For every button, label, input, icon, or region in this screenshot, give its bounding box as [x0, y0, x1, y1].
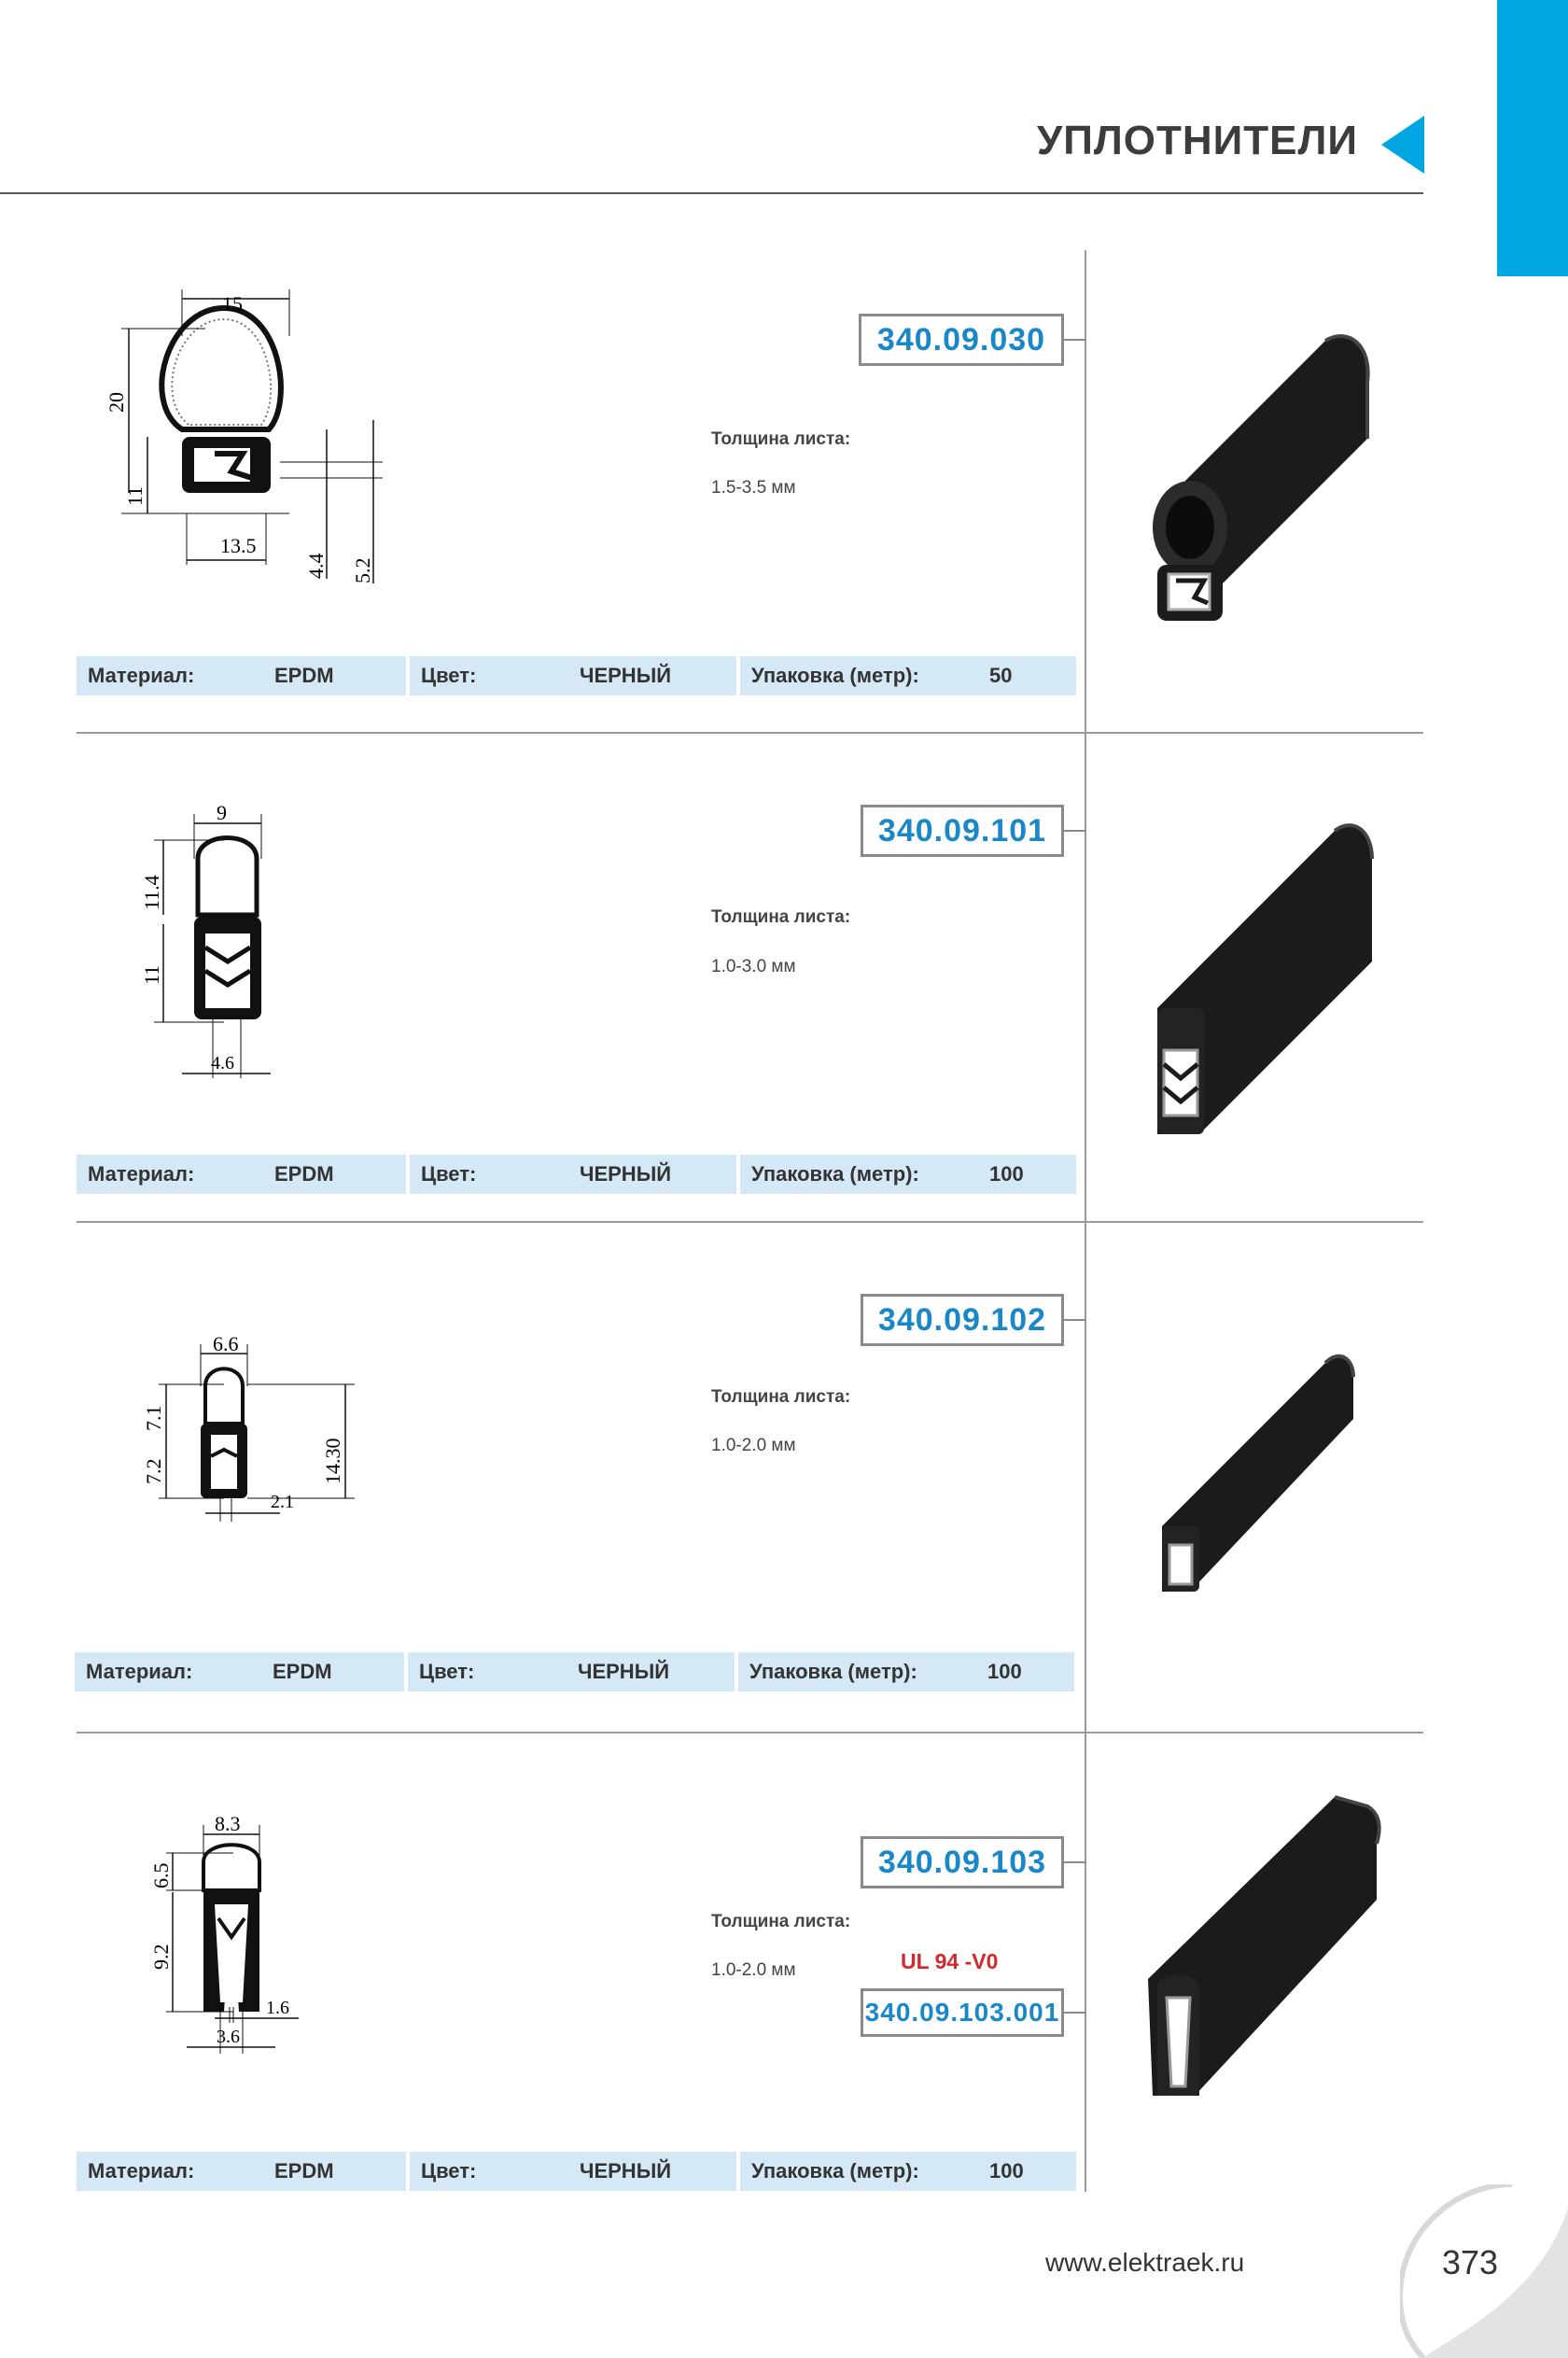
material-label: Материал: [86, 1660, 193, 1683]
section-divider [77, 732, 1423, 734]
section-divider [77, 1221, 1423, 1223]
package-value: 50 [989, 664, 1013, 687]
color-value: ЧЕРНЫЙ [578, 1660, 670, 1683]
dim-height-bulb: 11.4 [140, 875, 163, 910]
dim-height-bulb: 7.1 [142, 1405, 165, 1431]
sheet-thickness-label: Толщина листа: [711, 1912, 851, 1931]
section-divider [77, 1732, 1423, 1733]
dim-height-clip: 7.2 [142, 1458, 165, 1484]
package-cell [740, 1155, 1076, 1194]
dim-height-clip: 11 [123, 485, 147, 506]
dim-height-bulb: 6.5 [149, 1862, 173, 1888]
header-divider [0, 192, 1423, 194]
side-tab [1497, 0, 1568, 276]
page-title: УПЛОТНИТЕЛИ [1036, 118, 1358, 163]
dim-height-clip: 11 [140, 964, 163, 985]
material-cell [75, 1652, 404, 1691]
package-cell [740, 656, 1076, 695]
product-code: 340.09.103 [861, 1836, 1064, 1888]
dim-width-slot: 4.6 [211, 1053, 234, 1074]
product-photo [1143, 821, 1386, 1139]
product-code: 340.09.102 [861, 1294, 1064, 1346]
dim-width-top: 15 [222, 292, 243, 316]
color-cell [410, 2152, 736, 2191]
package-cell [738, 1652, 1074, 1691]
color-label: Цвет: [421, 1162, 477, 1186]
product-code: 340.09.030 [859, 314, 1064, 366]
package-label: Упаковка (метр): [751, 664, 919, 687]
material-value: EPDM [274, 664, 334, 687]
code-connector [1064, 1319, 1086, 1321]
color-value: ЧЕРНЫЙ [580, 2159, 672, 2183]
material-cell [77, 1155, 406, 1194]
profile-drawing [131, 803, 299, 1083]
profile-drawing [103, 280, 401, 588]
code-connector [1064, 1861, 1086, 1863]
dim-width-slot: 1.6 [266, 1998, 289, 2018]
dim-height-total: 20 [105, 392, 128, 413]
header-arrow-icon [1381, 116, 1424, 174]
sheet-thickness-label: Толщина листа: [711, 429, 851, 449]
package-value: 100 [989, 1162, 1024, 1186]
spec-bar [75, 1652, 1074, 1691]
dim-width-clip: 13.5 [220, 534, 257, 557]
page-number: 373 [1442, 2243, 1499, 2281]
sheet-thickness-label: Толщина листа: [711, 1387, 851, 1407]
package-cell [740, 2152, 1076, 2191]
material-label: Материал: [88, 2159, 195, 2183]
color-cell [408, 1652, 735, 1691]
sheet-thickness-value: 1.0-2.0 мм [711, 1436, 796, 1455]
sheet-thickness-value: 1.0-2.0 мм [711, 1960, 796, 1980]
package-label: Упаковка (метр): [751, 2159, 919, 2183]
material-value: EPDM [274, 2159, 334, 2183]
dim-width-top: 9 [217, 803, 227, 824]
dim-gap-b: 5.2 [351, 557, 374, 583]
package-label: Упаковка (метр): [751, 1162, 919, 1186]
dim-width-top: 6.6 [213, 1332, 239, 1355]
dim-height-total: 14.30 [321, 1438, 344, 1484]
material-label: Материал: [88, 664, 195, 687]
color-value: ЧЕРНЫЙ [580, 1162, 672, 1186]
spec-bar [77, 2152, 1076, 2191]
material-value: EPDM [273, 1660, 332, 1683]
profile-drawing [140, 1816, 327, 2058]
material-value: EPDM [274, 1162, 334, 1186]
code-connector [1064, 830, 1086, 832]
spec-bar [77, 1155, 1076, 1194]
alt-product-code: 340.09.103.001 [861, 1988, 1064, 2037]
dim-gap-a: 4.4 [304, 553, 328, 579]
sheet-thickness-label: Толщина листа: [711, 907, 851, 927]
color-cell [410, 656, 736, 695]
code-connector [1064, 2012, 1086, 2014]
color-label: Цвет: [419, 1660, 475, 1683]
package-value: 100 [987, 1660, 1022, 1683]
dim-width-slot: 2.1 [271, 1492, 294, 1512]
product-code: 340.09.101 [861, 805, 1064, 857]
package-label: Упаковка (метр): [749, 1660, 917, 1683]
package-value: 100 [989, 2159, 1024, 2183]
material-cell [77, 2152, 406, 2191]
dim-width-bottom: 3.6 [217, 2027, 240, 2047]
product-photo [1139, 1788, 1391, 2105]
color-cell [410, 1155, 736, 1194]
material-label: Материал: [88, 1162, 195, 1186]
website-link[interactable]: www.elektraek.ru [1045, 2248, 1245, 2277]
dim-width-top: 8.3 [215, 1816, 241, 1835]
ul-rating: UL 94 -V0 [901, 1949, 999, 1973]
color-value: ЧЕРНЫЙ [580, 664, 672, 687]
profile-drawing [131, 1330, 373, 1526]
color-label: Цвет: [421, 664, 477, 687]
code-connector [1064, 339, 1086, 341]
spec-bar [77, 656, 1076, 695]
sheet-thickness-value: 1.5-3.5 мм [711, 478, 796, 498]
material-cell [77, 656, 406, 695]
dim-height-clip: 9.2 [149, 1944, 173, 1970]
product-photo [1153, 1344, 1367, 1596]
product-photo [1139, 327, 1381, 635]
sheet-thickness-value: 1.0-3.0 мм [711, 957, 796, 976]
color-label: Цвет: [421, 2159, 477, 2183]
